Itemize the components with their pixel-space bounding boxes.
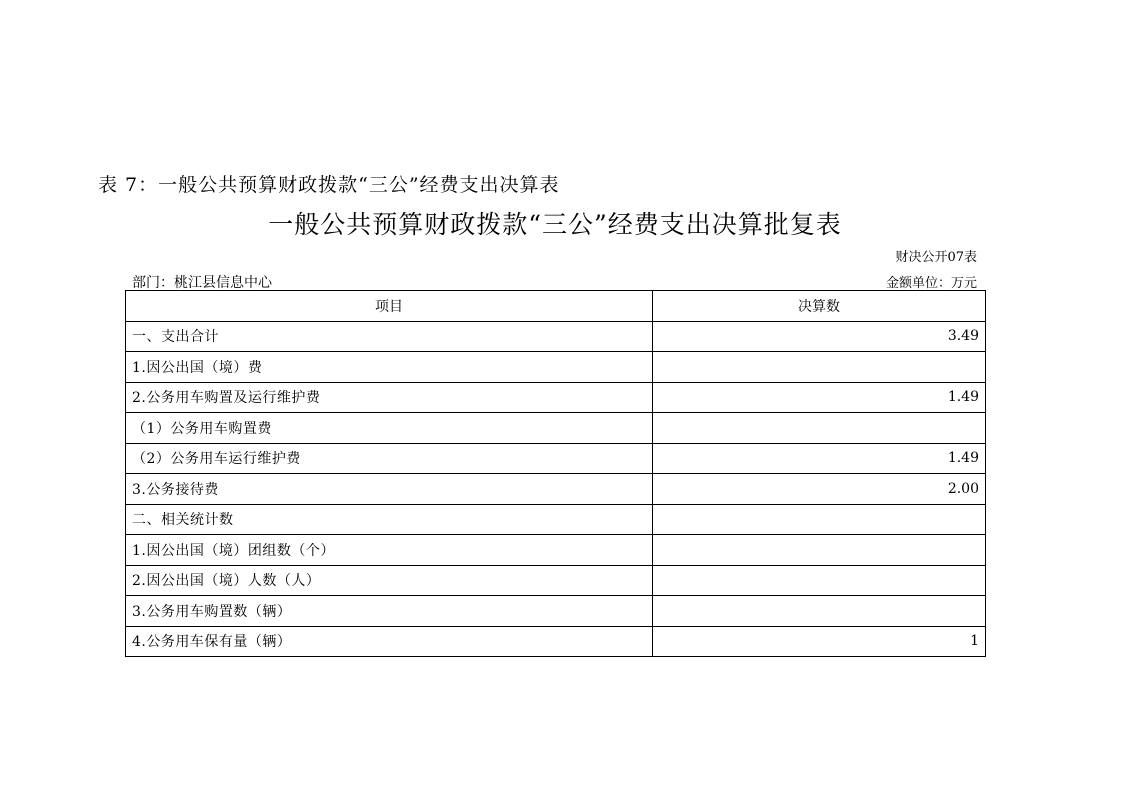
expenditure-table (125, 290, 986, 657)
row-item: 一、支出合计 (126, 321, 653, 352)
table-row (126, 596, 986, 627)
table-row (126, 504, 986, 535)
unit-label: 金额单位：万元 (885, 276, 977, 291)
table-row (126, 413, 986, 444)
table-row (126, 382, 986, 413)
page-title: 一般公共预算财政拨款“三公”经费支出决算批复表 (268, 210, 842, 239)
column-header-amount: 决算数 (653, 291, 986, 322)
table-row (126, 321, 986, 352)
row-amount (653, 352, 986, 383)
table-row (126, 626, 986, 657)
row-amount: 1.49 (653, 382, 986, 413)
row-item: （1）公务用车购置费 (126, 413, 653, 444)
row-amount (653, 413, 986, 444)
row-amount: 2.00 (653, 474, 986, 505)
row-item: 3.公务用车购置数（辆） (126, 596, 653, 627)
row-item: 4.公务用车保有量（辆） (126, 626, 653, 657)
row-amount (653, 565, 986, 596)
form-code: 财决公开07表 (895, 250, 977, 265)
row-amount: 1 (653, 626, 986, 657)
row-amount (653, 596, 986, 627)
table-row (126, 535, 986, 566)
row-item: 2.因公出国（境）人数（人） (126, 565, 653, 596)
table-row (126, 352, 986, 383)
table-row (126, 565, 986, 596)
department-label: 部门：桃江县信息中心 (132, 275, 272, 291)
row-item: 3.公务接待费 (126, 474, 653, 505)
row-amount: 3.49 (653, 321, 986, 352)
row-amount (653, 504, 986, 535)
table-caption: 表 7：一般公共预算财政拨款“三公”经费支出决算表 (98, 174, 560, 196)
row-item: 二、相关统计数 (126, 504, 653, 535)
table-header-row (126, 291, 986, 322)
table-row (126, 474, 986, 505)
row-item: （2）公务用车运行维护费 (126, 443, 653, 474)
row-amount: 1.49 (653, 443, 986, 474)
column-header-item: 项目 (126, 291, 653, 322)
row-amount (653, 535, 986, 566)
table-row (126, 443, 986, 474)
row-item: 1.因公出国（境）费 (126, 352, 653, 383)
row-item: 2.公务用车购置及运行维护费 (126, 382, 653, 413)
row-item: 1.因公出国（境）团组数（个） (126, 535, 653, 566)
